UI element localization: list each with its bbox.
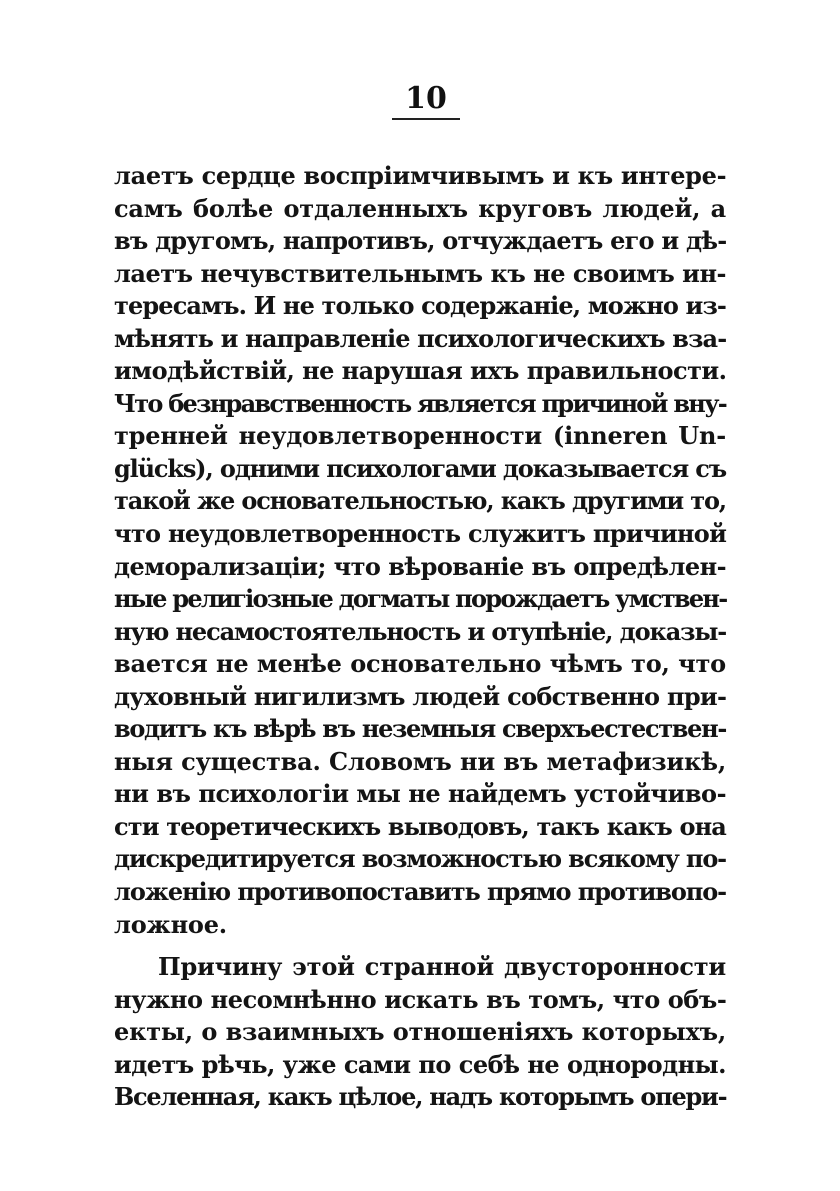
text-line: самъ болѣе отдаленныхъ круговъ людей, а	[114, 193, 726, 223]
text-line: лаетъ нечувствительнымъ къ не своимъ ин-	[114, 258, 726, 288]
text-line: Вселенная, какъ цѣлое, надъ которымъ опери-	[114, 1082, 727, 1112]
text-line: ни въ психологіи мы не найдемъ устойчиво-	[114, 779, 727, 809]
text-line: идетъ рѣчь, уже сами по себѣ не однородны.	[114, 1049, 726, 1079]
text-line: лаетъ сердце воспріимчивымъ и къ интере-	[114, 161, 727, 190]
text-line: мѣнять и направленіе психологическихъ вза-	[114, 323, 727, 353]
text-line: такой же основательностью, какъ другими то,	[114, 486, 726, 516]
text-line: Причину этой странной двусторонности	[158, 952, 726, 982]
text-line: дискредитируется возможностью всякому по-	[114, 844, 726, 874]
text-line: деморализаціи; что вѣрованіе въ опредѣлен-	[114, 551, 726, 581]
body-text	[114, 160, 726, 1114]
text-line: водитъ къ вѣрѣ въ неземныя сверхъестествен-	[114, 714, 726, 744]
text-line: ложное.	[114, 909, 227, 939]
text-line: ные религіозные догматы порождаетъ умствен-	[114, 584, 727, 614]
text-line: ложенію противопоставить прямо противопо-	[114, 877, 726, 907]
page-number: 10	[405, 81, 447, 116]
text-line: нужно несомнѣнно искать въ томъ, что объ-	[114, 984, 727, 1014]
text-line: glücks), одними психологами доказывается съ	[114, 453, 726, 483]
text-line: вается не менѣе основательно чѣмъ то, что	[114, 649, 726, 679]
text-line: ную несамостоятельность и отупѣніе, доказы-	[114, 616, 727, 646]
text-line: въ другомъ, напротивъ, отчуждаетъ его и дѣ-	[114, 226, 727, 256]
page-number-rule	[392, 118, 460, 120]
text-line: сти теоретическихъ выводовъ, такъ какъ она	[114, 811, 726, 841]
text-line: духовный нигилизмъ людей собственно при-	[114, 681, 727, 711]
text-line: екты, о взаимныхъ отношеніяхъ которыхъ,	[114, 1017, 726, 1047]
paragraph-gap	[114, 941, 726, 951]
text-line: имодѣйствій, не нарушая ихъ правильности.	[114, 356, 727, 386]
text-line: что неудовлетворенность служитъ причиной	[114, 519, 727, 549]
text-line: тренней неудовлетворенности (inneren Un-	[114, 421, 726, 451]
paragraph-1	[114, 160, 726, 941]
text-line: ныя существа. Словомъ ни въ метафизикѣ,	[114, 746, 726, 776]
paragraph-2	[114, 951, 726, 1114]
text-line: тересамъ. И не только содержаніе, можно из-	[114, 291, 726, 321]
text-line: Что безнравственность является причиной вну-	[114, 388, 726, 418]
